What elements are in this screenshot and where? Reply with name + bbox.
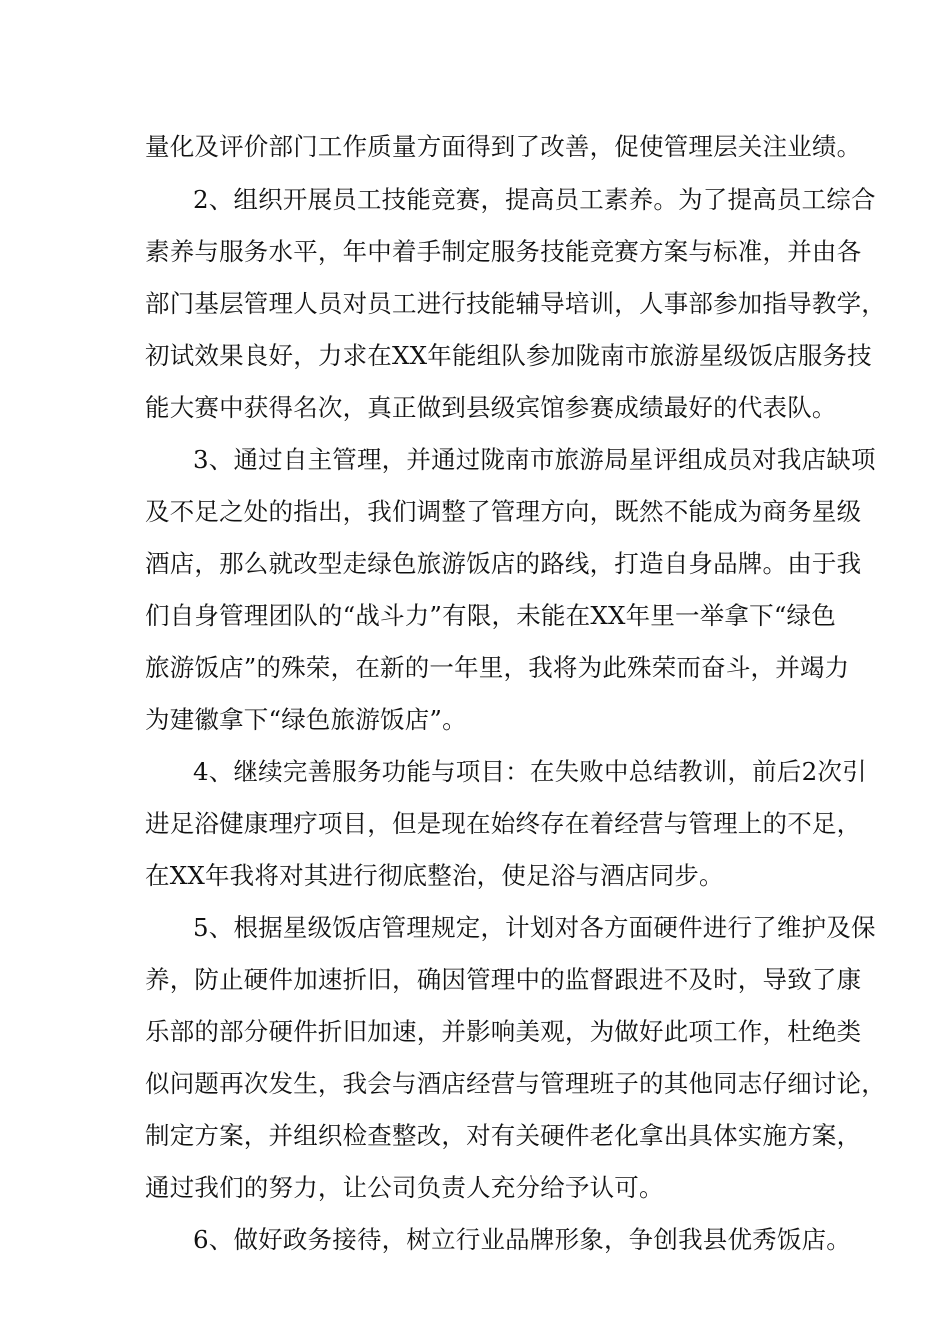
text-line: 部门基层管理人员对员工进行技能辅导培训，人事部参加指导教学，	[145, 289, 886, 318]
text-line: 为建徽拿下“绿色旅游饭店”。	[145, 705, 467, 734]
text-line: 素养与服务水平，年中着手制定服务技能竞赛方案与标准，并由各	[145, 237, 862, 266]
text-line: 通过我们的努力，让公司负责人充分给予认可。	[145, 1173, 664, 1202]
paragraph-3-first-line: 3、通过自主管理，并通过陇南市旅游局星评组成员对我店缺项	[193, 445, 876, 474]
text-line: 量化及评价部门工作质量方面得到了改善，促使管理层关注业绩。	[145, 132, 862, 161]
text-line: 能大赛中获得名次，真正做到县级宾馆参赛成绩最好的代表队。	[145, 393, 837, 422]
text-line: 进足浴健康理疗项目，但是现在始终存在着经营与管理上的不足，	[145, 809, 862, 838]
text-line: 们自身管理团队的“战斗力”有限，未能在XX年里一举拿下“绿色	[145, 601, 836, 630]
text-line: 制定方案，并组织检查整改，对有关硬件老化拿出具体实施方案，	[145, 1121, 862, 1150]
text-line: 酒店，那么就改型走绿色旅游饭店的路线，打造自身品牌。由于我	[145, 549, 862, 578]
text-line: 似问题再次发生，我会与酒店经营与管理班子的其他同志仔细讨论，	[145, 1069, 886, 1098]
paragraph-6-first-line: 6、做好政务接待，树立行业品牌形象，争创我县优秀饭店。	[193, 1225, 851, 1254]
text-line: 养，防止硬件加速折旧，确因管理中的监督跟进不及时，导致了康	[145, 965, 862, 994]
text-line: 在XX年我将对其进行彻底整治，使足浴与酒店同步。	[145, 861, 724, 890]
paragraph-2-first-line: 2、组织开展员工技能竞赛，提高员工素养。为了提高员工综合	[193, 185, 876, 214]
paragraph-5-first-line: 5、根据星级饭店管理规定，计划对各方面硬件进行了维护及保	[193, 913, 876, 942]
paragraph-4-first-line: 4、继续完善服务功能与项目：在失败中总结教训，前后2次引	[193, 757, 867, 786]
text-line: 初试效果良好，力求在XX年能组队参加陇南市旅游星级饭店服务技	[145, 341, 872, 370]
text-line: 及不足之处的指出，我们调整了管理方向，既然不能成为商务星级	[145, 497, 862, 526]
text-line: 旅游饭店”的殊荣，在新的一年里，我将为此殊荣而奋斗，并竭力	[145, 653, 850, 682]
text-line: 乐部的部分硬件折旧加速，并影响美观，为做好此项工作，杜绝类	[145, 1017, 862, 1046]
